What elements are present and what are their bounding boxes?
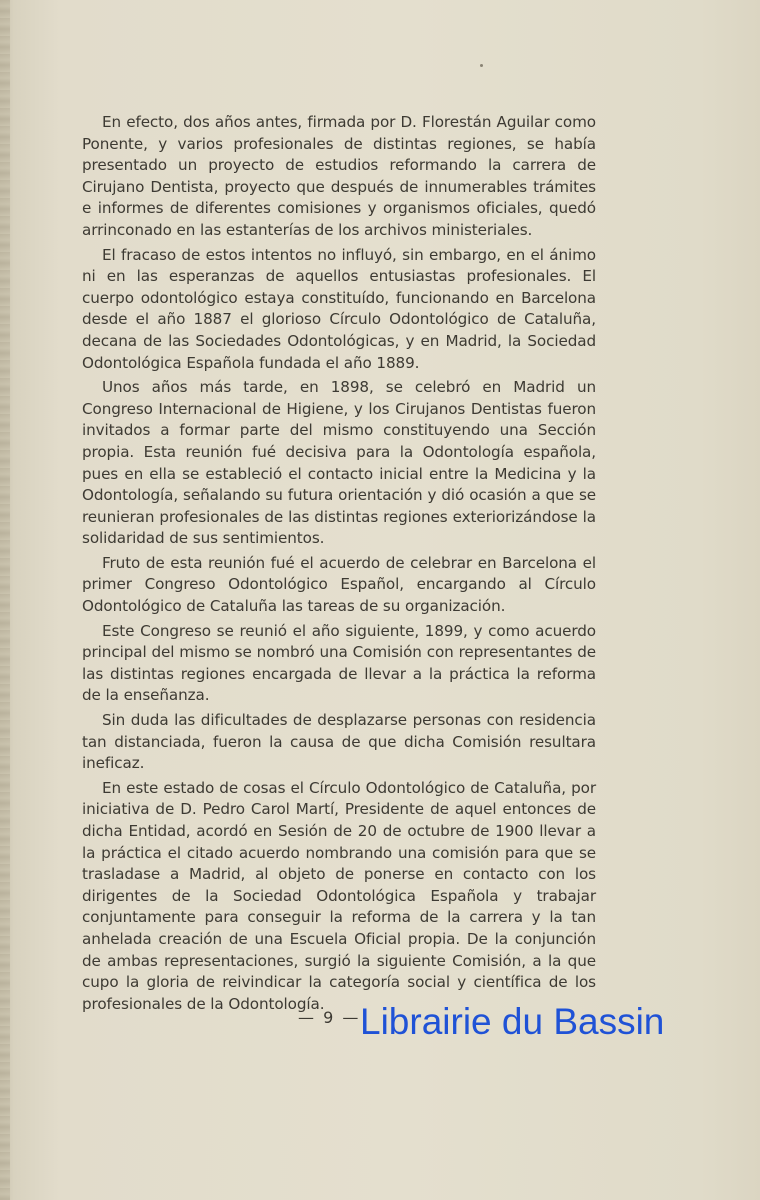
paragraph: Fruto de esta reunión fué el acuerdo de celebrar en Barcelona el primer Congreso Odontológico Español, encargando al Círculo Odontológico de Cataluña las tareas de su organización.: [82, 553, 596, 616]
paragraph: Este Congreso se reunió el año siguiente, 1899, y como acuerdo principal del mismo se nombró una Comisión con representantes de las distintas regiones encargada de llevar a la práctica la reforma de la enseñanza.: [82, 621, 596, 705]
watermark-text: Librairie du Bassin: [360, 1001, 665, 1042]
paragraph: En efecto, dos años antes, firmada por D. Florestán Aguilar como Ponente, y varios profesionales de distintas regiones, se había presentado un proyecto de estudios reformando la carrera de Cirujano Dentista, proyecto que después de innumerables trámites e informes de diferentes comisiones y organismos oficiales, quedó arrinconado en las estanterías de los archivos ministeriales.: [82, 113, 596, 239]
paper-speck: [480, 64, 483, 67]
paragraph: El fracaso de estos intentos no influyó, sin embargo, en el ánimo ni en las esperanzas de aquellos entusiastas profesionales. El cuerpo odontológico estaya constituído, funcionando en Barcelona desde el año 1887 el glorioso Círculo Odontológico de Cataluña, decana de las Sociedades Odontológicas, y en Madrid, la Sociedad Odontológica Española fundada el año 1889.: [82, 245, 596, 372]
paragraph: Sin duda las dificultades de desplazarse personas con residencia tan distanciada, fueron la causa de que dicha Comisión resultara ineficaz.: [82, 711, 596, 773]
body-text: [82, 112, 596, 1018]
page-gutter-edge: [0, 0, 10, 1200]
paragraph: Unos años más tarde, en 1898, se celebró en Madrid un Congreso Internacional de Higiene, y los Cirujanos Dentistas fueron invitados a formar parte del mismo constituyendo una Sección propia. Esta reunión fué decisiva para la Odontología española, pues en ella se estableció el contacto inicial entre la Medicina y la Odontología, señalando su futura orientación y dió ocasión a que se reunieran profesionales de las distintas regiones exteriorizándose la solidaridad de sus sentimientos.: [82, 378, 596, 548]
paragraph: En este estado de cosas el Círculo Odontológico de Cataluña, por iniciativa de D. Pedro Carol Martí, Presidente de aquel entonces de dicha Entidad, acordó en Sesión de 20 de octubre de 1900 llevar a la práctica el citado acuerdo nombrando una comisión para que se trasladase a Madrid, al objeto de ponerse en contacto con los dirigentes de la Sociedad Odontológica Española y trabajar conjuntamente para conseguir la reforma de la carrera y la tan anhelada creación de una Escuela Oficial propia. De la conjunción de ambas representaciones, surgió la siguiente Comisión, a la que cupo la gloria de reivindicar la categoría social y científica de los profesionales de la Odontología.: [82, 778, 596, 1013]
page-number: — 9 —: [298, 1008, 361, 1027]
